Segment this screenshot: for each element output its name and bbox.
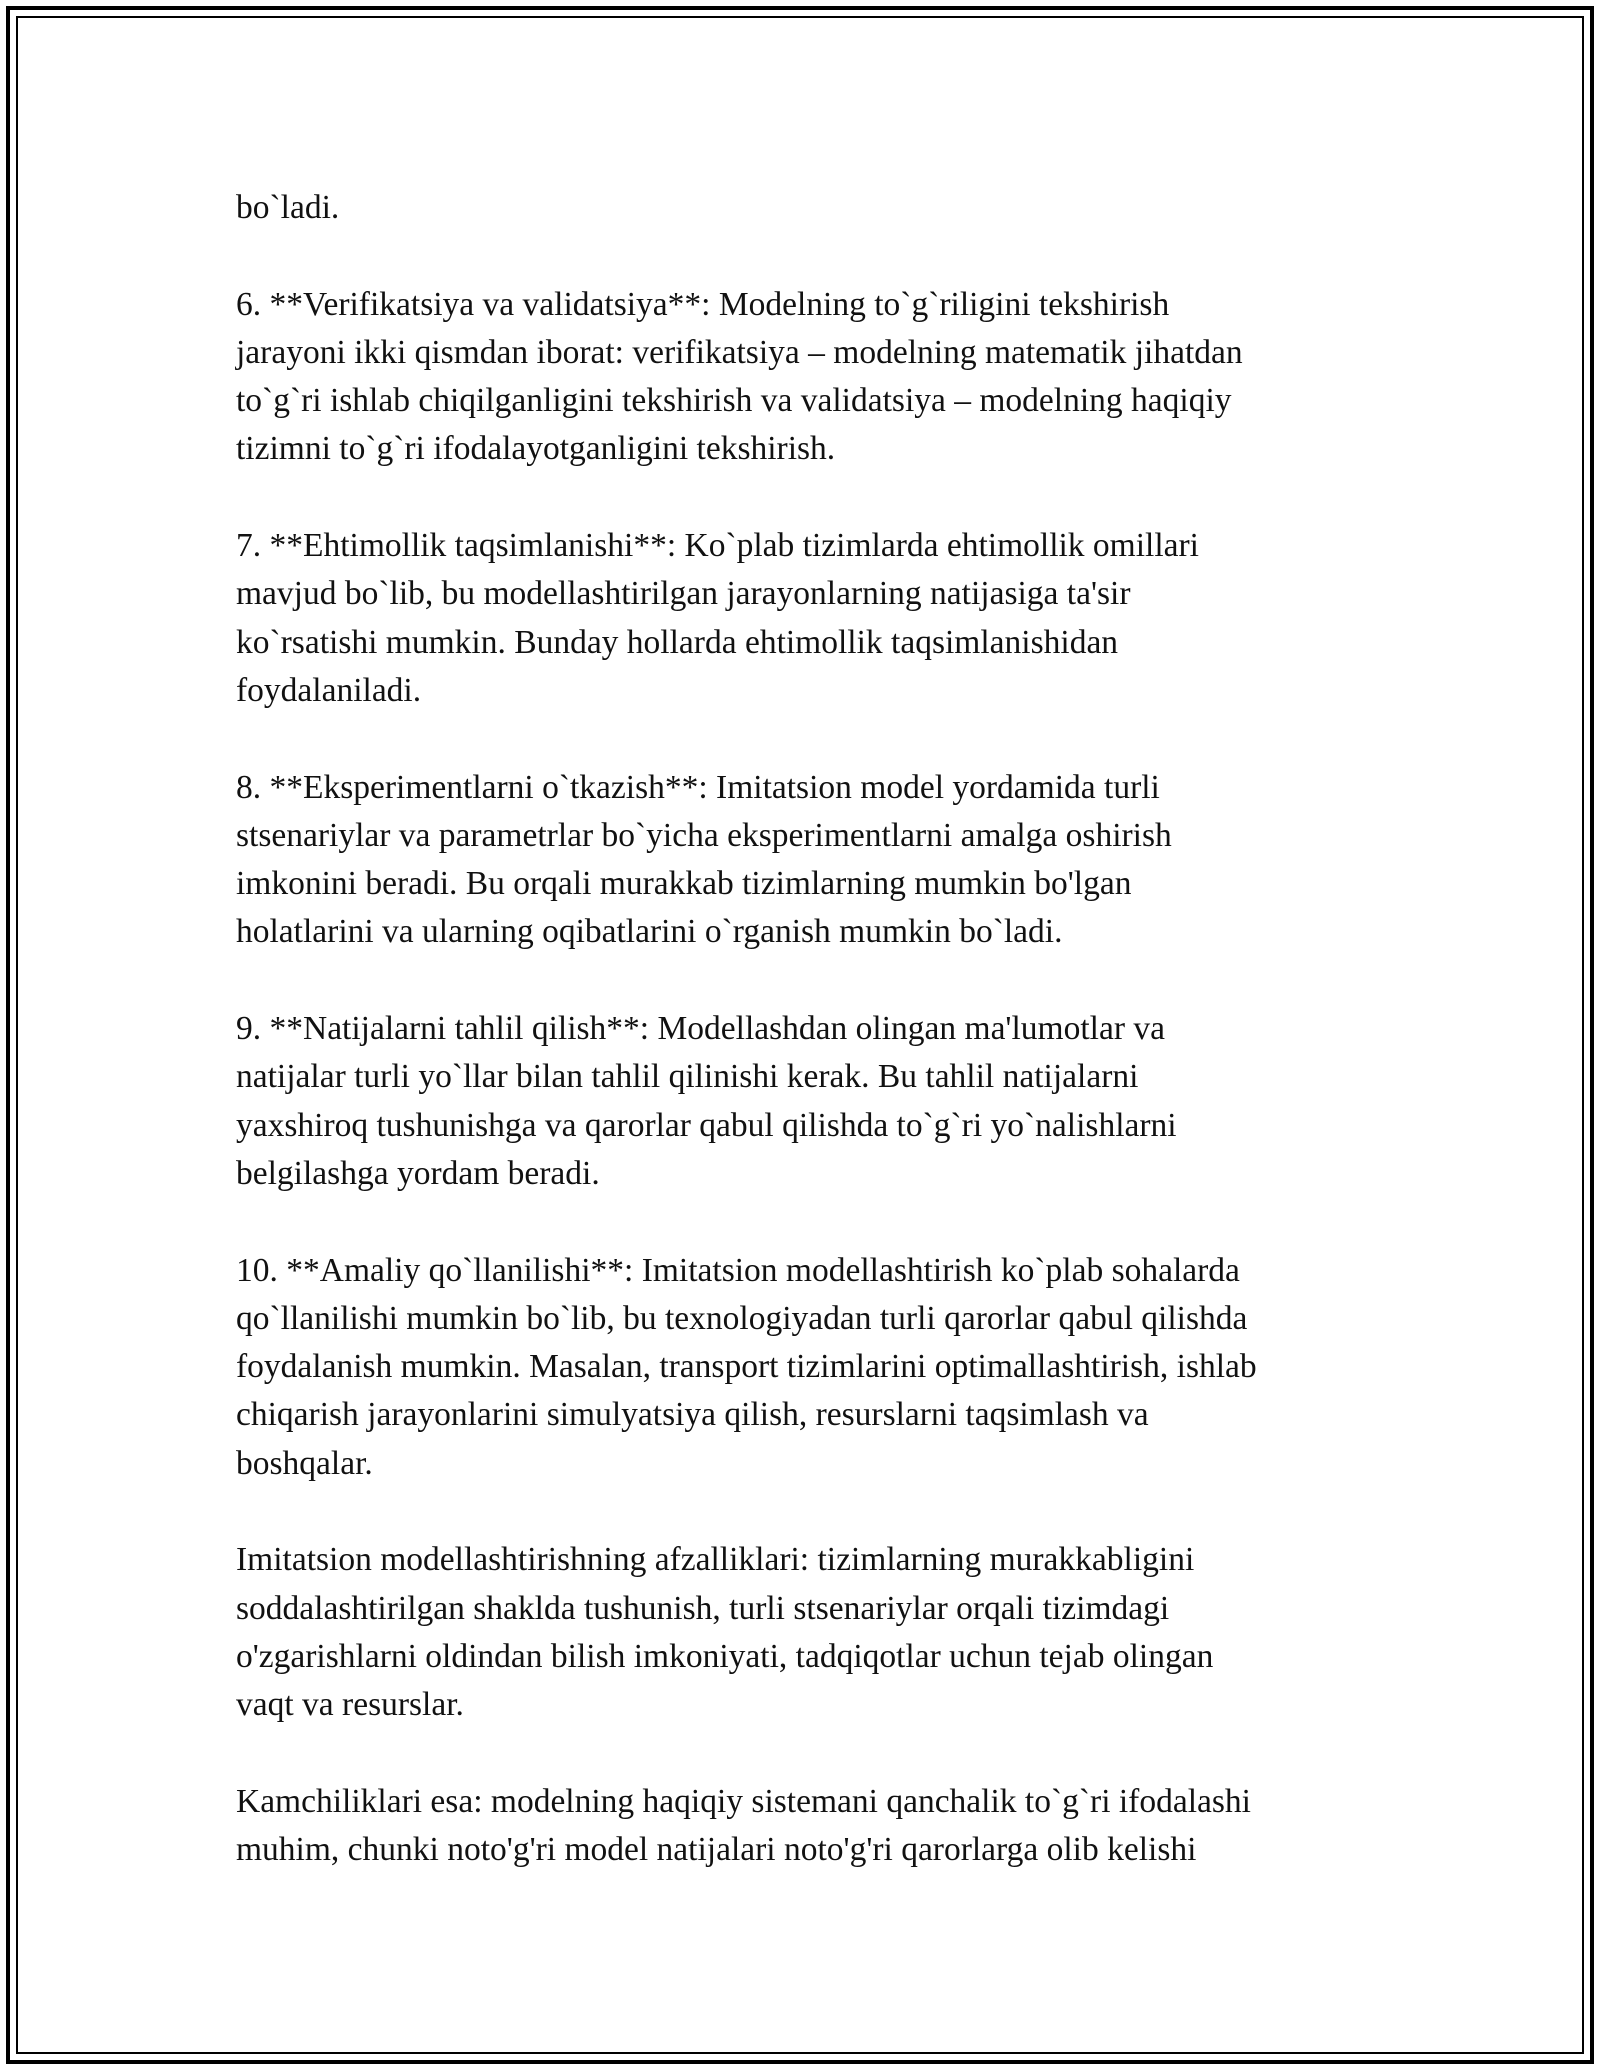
- text-line: 9. **Natijalarni tahlil qilish**: Modellashdan olingan ma'lumotlar va: [236, 1010, 1165, 1048]
- text-line: stsenariylar va parametrlar bo`yicha eksperimentlarni amalga oshirish: [236, 816, 1172, 854]
- text-line: imkonini beradi. Bu orqali murakkab tizimlarning mumkin bo'lgan: [236, 865, 1132, 903]
- text-line: ko`rsatishi mumkin. Bunday hollarda ehtimollik taqsimlanishidan: [236, 623, 1119, 661]
- text-line: muhim, chunki noto'g'ri model natijalari noto'g'ri qarorlarga olib kelishi: [236, 1831, 1197, 1869]
- text-line: 7. **Ehtimollik taqsimlanishi**: Ko`plab tizimlarda ehtimollik omillari: [236, 527, 1199, 565]
- text-line: boshqalar.: [236, 1444, 373, 1482]
- paragraph-gap: [236, 957, 1376, 1005]
- paragraph-gap: [236, 1488, 1376, 1536]
- text-line: Kamchiliklari esa: modelning haqiqiy sistemani qanchalik to`g`ri ifodalashi: [236, 1782, 1251, 1820]
- paragraph-gap: [236, 1730, 1376, 1778]
- text-line: holatlarini va ularning oqibatlarini o`rganish mumkin bo`ladi.: [236, 913, 1063, 951]
- text-line: 10. **Amaliy qo`llanilishi**: Imitatsion modellashtirish ko`plab sohalarda: [236, 1251, 1240, 1289]
- text-line: soddalashtirilgan shaklda tushunish, turli stsenariylar orqali tizimdagi: [236, 1589, 1170, 1627]
- paragraph-gap: [236, 474, 1376, 522]
- paragraph-gap: [236, 232, 1376, 280]
- text-line: to`g`ri ishlab chiqilganligini tekshirish va validatsiya – modelning haqiqiy: [236, 382, 1232, 420]
- text-line: bo`ladi.: [236, 189, 340, 226]
- text-line: foydalaniladi.: [236, 671, 422, 709]
- text-line: qo`llanilishi mumkin bo`lib, bu texnologiyadan turli qarorlar qabul qilishda: [236, 1299, 1248, 1337]
- text-line: o'zgarishlarni oldindan bilish imkoniyati, tadqiqotlar uchun tejab olingan: [236, 1637, 1214, 1675]
- text-line: natijalar turli yo`llar bilan tahlil qilinishi kerak. Bu tahlil natijalarni: [236, 1058, 1139, 1096]
- text-line: foydalanish mumkin. Masalan, transport tizimlarini optimallashtirish, ishlab: [236, 1348, 1257, 1386]
- text-line: vaqt va resurslar.: [236, 1686, 464, 1724]
- text-line: chiqarish jarayonlarini simulyatsiya qilish, resurslarni taqsimlash va: [236, 1396, 1149, 1434]
- text-line: yaxshiroq tushunishga va qarorlar qabul qilishda to`g`ri yo`nalishlarni: [236, 1106, 1177, 1144]
- text-line: 6. **Verifikatsiya va validatsiya**: Modelning to`g`riligini tekshirish: [236, 285, 1170, 323]
- text-line: tizimni to`g`ri ifodalayotganligini tekshirish.: [236, 430, 836, 468]
- paragraph-gap: [236, 1198, 1376, 1246]
- document-body: [236, 184, 1376, 1874]
- text-line: belgilashga yordam beradi.: [236, 1154, 600, 1192]
- text-line: mavjud bo`lib, bu modellashtirilgan jarayonlarning natijasiga ta'sir: [236, 575, 1131, 613]
- text-line: jarayoni ikki qismdan iborat: verifikatsiya – modelning matematik jihatdan: [236, 333, 1243, 371]
- paragraph-gap: [236, 715, 1376, 763]
- text-line: Imitatsion modellashtirishning afzalliklari: tizimlarning murakkabligini: [236, 1541, 1195, 1579]
- text-line: 8. **Eksperimentlarni o`tkazish**: Imitatsion model yordamida turli: [236, 768, 1160, 806]
